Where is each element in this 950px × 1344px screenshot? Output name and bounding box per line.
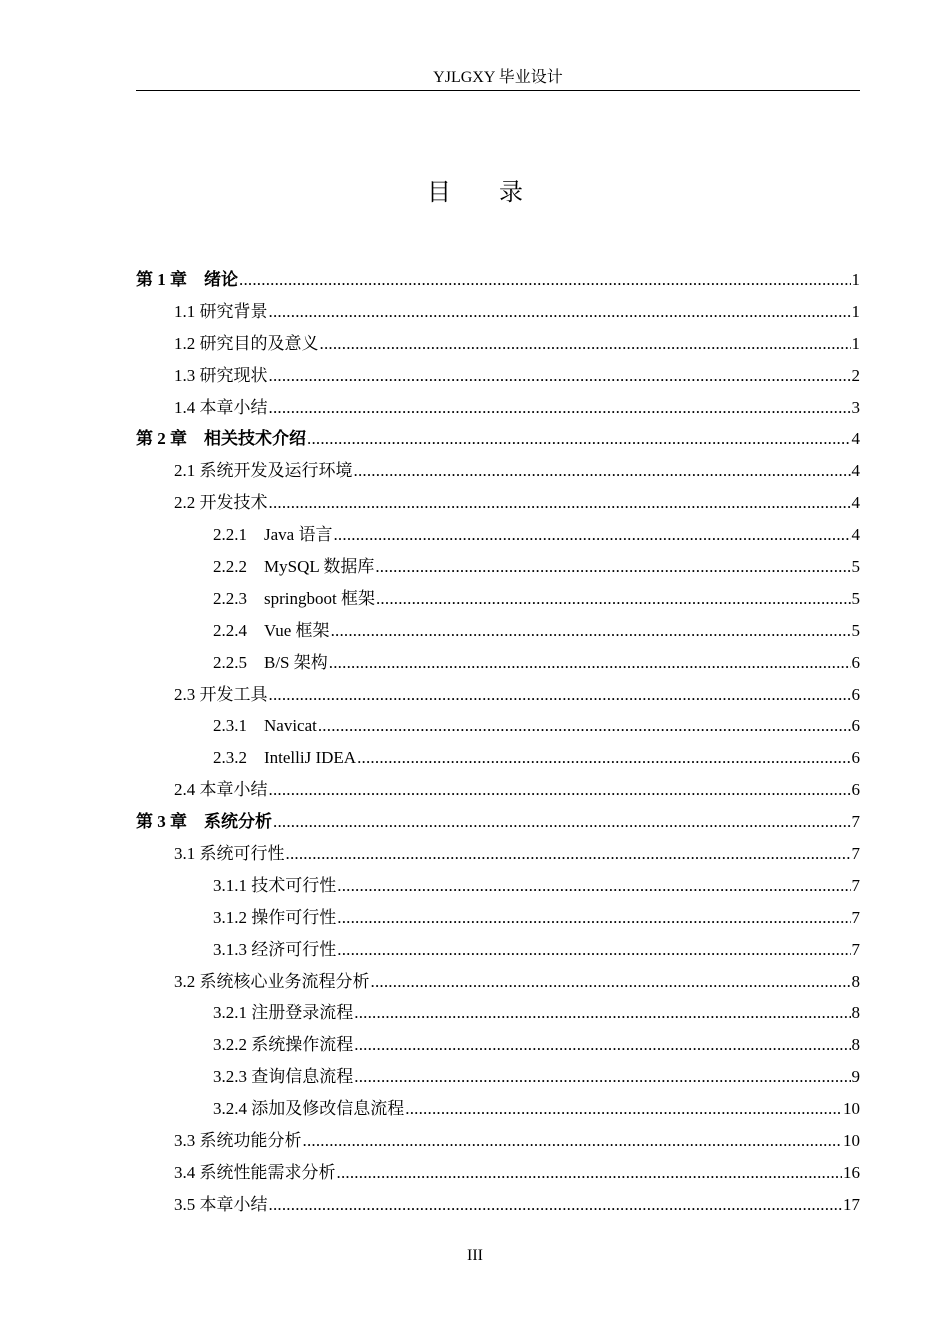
toc-entry-page: 7 (851, 844, 860, 864)
toc-dot-leader (354, 1029, 850, 1061)
toc-entry-label: 3.2.3 查询信息流程 (213, 1067, 354, 1087)
toc-entry-page: 7 (851, 875, 860, 895)
toc-entry-page: 16 (843, 1162, 860, 1182)
toc-dot-leader (307, 423, 851, 455)
toc-entry-label: 2.2.4 Vue 框架 (213, 620, 330, 640)
header-text: YJLGXY 毕业设计 (433, 69, 563, 86)
toc-entry-label: 2.2.5 B/S 架构 (213, 652, 328, 672)
toc-dot-leader (337, 934, 850, 966)
toc-entry-label: 2.2 开发技术 (174, 493, 268, 513)
toc-entry[interactable] (136, 1189, 860, 1221)
toc-dot-leader (354, 997, 850, 1029)
toc-entry[interactable] (136, 966, 860, 998)
toc-dot-leader (269, 392, 851, 424)
toc-entry-page: 5 (851, 557, 860, 577)
toc-entry[interactable] (136, 519, 860, 551)
toc-entry-label: 3.2.2 系统操作流程 (213, 1035, 354, 1055)
toc-dot-leader (329, 647, 851, 679)
toc-entry-label: 3.2.4 添加及修改信息流程 (213, 1099, 405, 1119)
toc-entry-page: 9 (851, 1067, 860, 1087)
toc-entry-label: 2.2.3 springboot 框架 (213, 588, 375, 608)
toc-entry[interactable] (136, 455, 860, 487)
page-number: III (467, 1247, 483, 1264)
toc-entry-page: 1 (851, 270, 860, 289)
toc-entry-page: 5 (851, 588, 860, 608)
toc-dot-leader (286, 838, 851, 870)
toc-entry-page: 1 (851, 301, 860, 321)
toc-entry[interactable] (136, 392, 860, 424)
toc-dot-leader (354, 1061, 850, 1093)
toc-entry-page: 6 (851, 780, 860, 800)
toc-entry-label: 3.1 系统可行性 (174, 844, 285, 864)
toc-title-right: 录 (499, 180, 523, 206)
toc-entry-label: 3.5 本章小结 (174, 1194, 268, 1214)
toc-entry-page: 8 (851, 971, 860, 991)
toc-entry-label: 1.3 研究现状 (174, 365, 268, 385)
toc-entry[interactable] (136, 328, 860, 360)
toc-dot-leader (376, 583, 851, 615)
page-footer (0, 1246, 950, 1266)
toc-entry-label: 3.1.3 经济可行性 (213, 939, 337, 959)
toc-dot-leader (269, 679, 851, 711)
toc-dot-leader (331, 615, 851, 647)
toc-entry-page: 3 (851, 397, 860, 417)
toc-entry-label: 2.4 本章小结 (174, 780, 268, 800)
toc-dot-leader (357, 742, 850, 774)
table-of-contents (136, 264, 860, 1221)
toc-dot-leader (269, 1189, 843, 1221)
toc-entry-label: 2.3.2 IntelliJ IDEA (213, 748, 357, 768)
toc-entry-page: 2 (851, 365, 860, 385)
toc-entry-page: 4 (851, 525, 860, 545)
toc-entry[interactable] (136, 296, 860, 328)
toc-dot-leader (333, 519, 850, 551)
toc-dot-leader (375, 551, 850, 583)
toc-entry-page: 7 (851, 939, 860, 959)
toc-entry-label: 1.1 研究背景 (174, 301, 268, 321)
toc-entry[interactable] (136, 583, 860, 615)
toc-entry[interactable] (136, 774, 860, 806)
toc-title-left: 目 (427, 180, 451, 206)
toc-entry-label: 1.2 研究目的及意义 (174, 333, 319, 353)
toc-entry-page: 8 (851, 1003, 860, 1023)
toc-entry-page: 17 (843, 1194, 860, 1214)
toc-entry[interactable] (136, 647, 860, 679)
toc-entry[interactable] (136, 1061, 860, 1093)
toc-entry-page: 6 (851, 716, 860, 736)
toc-title (0, 178, 950, 208)
toc-entry-page: 7 (851, 907, 860, 927)
toc-entry[interactable] (136, 902, 860, 934)
toc-entry-page: 6 (851, 652, 860, 672)
toc-entry[interactable] (136, 1157, 860, 1189)
toc-entry[interactable] (136, 934, 860, 966)
toc-entry-label: 3.2 系统核心业务流程分析 (174, 971, 370, 991)
toc-entry[interactable] (136, 679, 860, 711)
toc-entry-label: 第 1 章 绪论 (136, 270, 238, 289)
toc-entry-label: 第 2 章 相关技术介绍 (136, 429, 306, 449)
toc-entry[interactable] (136, 1029, 860, 1061)
toc-entry-label: 3.1.1 技术可行性 (213, 875, 337, 895)
toc-entry-page: 8 (851, 1035, 860, 1055)
toc-entry[interactable] (136, 838, 860, 870)
toc-dot-leader (239, 264, 851, 296)
toc-dot-leader (318, 710, 851, 742)
toc-entry-label: 第 3 章 系统分析 (136, 812, 272, 832)
toc-entry-label: 2.1 系统开发及运行环境 (174, 461, 353, 481)
toc-dot-leader (269, 487, 851, 519)
toc-dot-leader (337, 1157, 843, 1189)
toc-dot-leader (269, 774, 851, 806)
toc-entry[interactable] (136, 615, 860, 647)
page-header (136, 68, 860, 91)
toc-dot-leader (269, 296, 851, 328)
toc-dot-leader (371, 966, 851, 998)
toc-entry-page: 4 (851, 429, 860, 449)
toc-dot-leader (337, 902, 850, 934)
toc-entry[interactable] (136, 487, 860, 519)
toc-entry-label: 2.3.1 Navicat (213, 716, 317, 736)
toc-entry[interactable] (136, 360, 860, 392)
toc-entry-page: 7 (851, 812, 860, 832)
toc-entry-page: 5 (851, 620, 860, 640)
toc-entry[interactable] (136, 870, 860, 902)
toc-entry-page: 4 (851, 461, 860, 481)
toc-dot-leader (405, 1093, 842, 1125)
toc-entry-label: 1.4 本章小结 (174, 397, 268, 417)
toc-entry[interactable] (136, 264, 860, 296)
toc-entry-label: 3.1.2 操作可行性 (213, 907, 337, 927)
toc-entry-page: 10 (843, 1099, 860, 1119)
toc-entry[interactable] (136, 806, 860, 838)
toc-dot-leader (354, 455, 851, 487)
toc-entry[interactable] (136, 1125, 860, 1157)
toc-dot-leader (269, 360, 851, 392)
toc-entry-label: 3.2.1 注册登录流程 (213, 1003, 354, 1023)
toc-dot-leader (303, 1125, 843, 1157)
toc-entry-page: 6 (851, 748, 860, 768)
toc-dot-leader (320, 328, 851, 360)
toc-entry-label: 2.2.1 Java 语言 (213, 525, 333, 545)
toc-dot-leader (337, 870, 850, 902)
toc-dot-leader (273, 806, 851, 838)
toc-entry[interactable] (136, 742, 860, 774)
toc-entry[interactable] (136, 423, 860, 455)
toc-entry[interactable] (136, 551, 860, 583)
toc-entry-page: 1 (851, 333, 860, 353)
toc-entry-page: 6 (851, 684, 860, 704)
toc-entry[interactable] (136, 1093, 860, 1125)
toc-entry-label: 2.3 开发工具 (174, 684, 268, 704)
toc-entry-label: 3.3 系统功能分析 (174, 1131, 302, 1151)
toc-entry-label: 3.4 系统性能需求分析 (174, 1162, 336, 1182)
toc-entry[interactable] (136, 710, 860, 742)
toc-entry-page: 10 (843, 1131, 860, 1151)
toc-entry-label: 2.2.2 MySQL 数据库 (213, 557, 375, 577)
toc-entry[interactable] (136, 997, 860, 1029)
toc-entry-page: 4 (851, 493, 860, 513)
